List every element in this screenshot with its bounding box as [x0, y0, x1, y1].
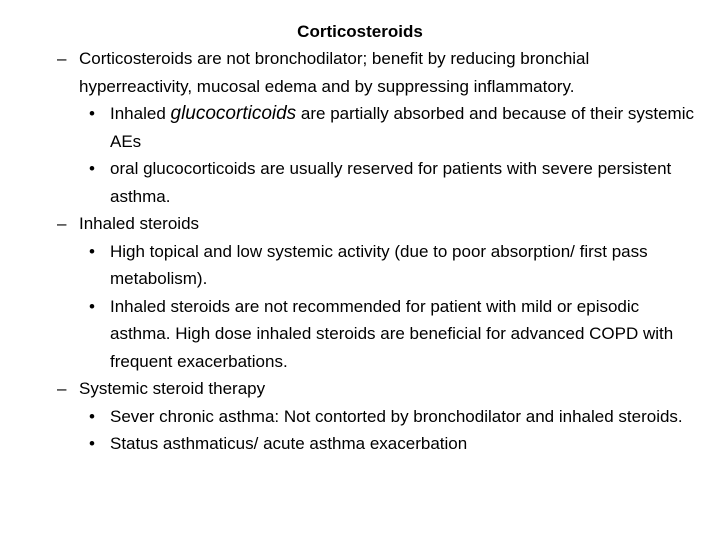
bullet-marker: •: [89, 434, 95, 453]
section-text: Inhaled steroids: [79, 214, 200, 233]
section-corticosteroids-overview: [0, 45, 720, 100]
bullet-marker: •: [89, 104, 95, 123]
bullet-marker: •: [89, 296, 95, 316]
bullet-text-emphasis: glucocorticoids: [170, 103, 297, 124]
section-text: Corticosteroids are not bronchodilator; benefit by reducing bronchial hyperreactivity, mucosal edema and by suppressing inflammatory.: [79, 49, 590, 96]
bullet-text-post: are partially absorbed and because of their systemic AEs: [110, 104, 694, 151]
bullet-text-pre: Inhaled: [110, 104, 171, 123]
dash-marker: –: [57, 214, 67, 233]
dash-marker: –: [57, 379, 67, 398]
bullet-severe-chronic-asthma: [0, 403, 720, 431]
bullet-oral-glucocorticoids: [0, 155, 720, 210]
bullet-text: Sever chronic asthma: Not contorted by bronchodilator and inhaled steroids.: [110, 406, 683, 426]
bullet-marker: •: [89, 406, 95, 426]
bullet-marker: •: [89, 241, 95, 261]
dash-marker: –: [57, 49, 67, 68]
slide-title: Corticosteroids: [297, 22, 423, 41]
slide-content: [0, 45, 720, 458]
section-inhaled-steroids: [0, 210, 720, 238]
bullet-text: Inhaled steroids are not recommended for patient with mild or episodic asthma. High dose inhaled steroids are beneficial for advanced COPD with frequent exacerbations.: [110, 296, 674, 371]
bullet-not-recommended: [0, 293, 720, 376]
bullet-text: oral glucocorticoids are usually reserved for patients with severe persistent asthma.: [110, 159, 672, 206]
bullet-topical-activity: [0, 238, 720, 293]
section-text: Systemic steroid therapy: [79, 379, 266, 398]
bullet-marker: •: [89, 159, 95, 178]
bullet-status-asthmaticus: [0, 430, 720, 458]
section-systemic-steroid-therapy: [0, 375, 720, 403]
bullet-text: High topical and low systemic activity (due to poor absorption/ first pass metabolism).: [110, 241, 648, 288]
bullet-text: Status asthmaticus/ acute asthma exacerbation: [110, 434, 468, 453]
bullet-inhaled-glucocorticoids: [0, 100, 720, 155]
